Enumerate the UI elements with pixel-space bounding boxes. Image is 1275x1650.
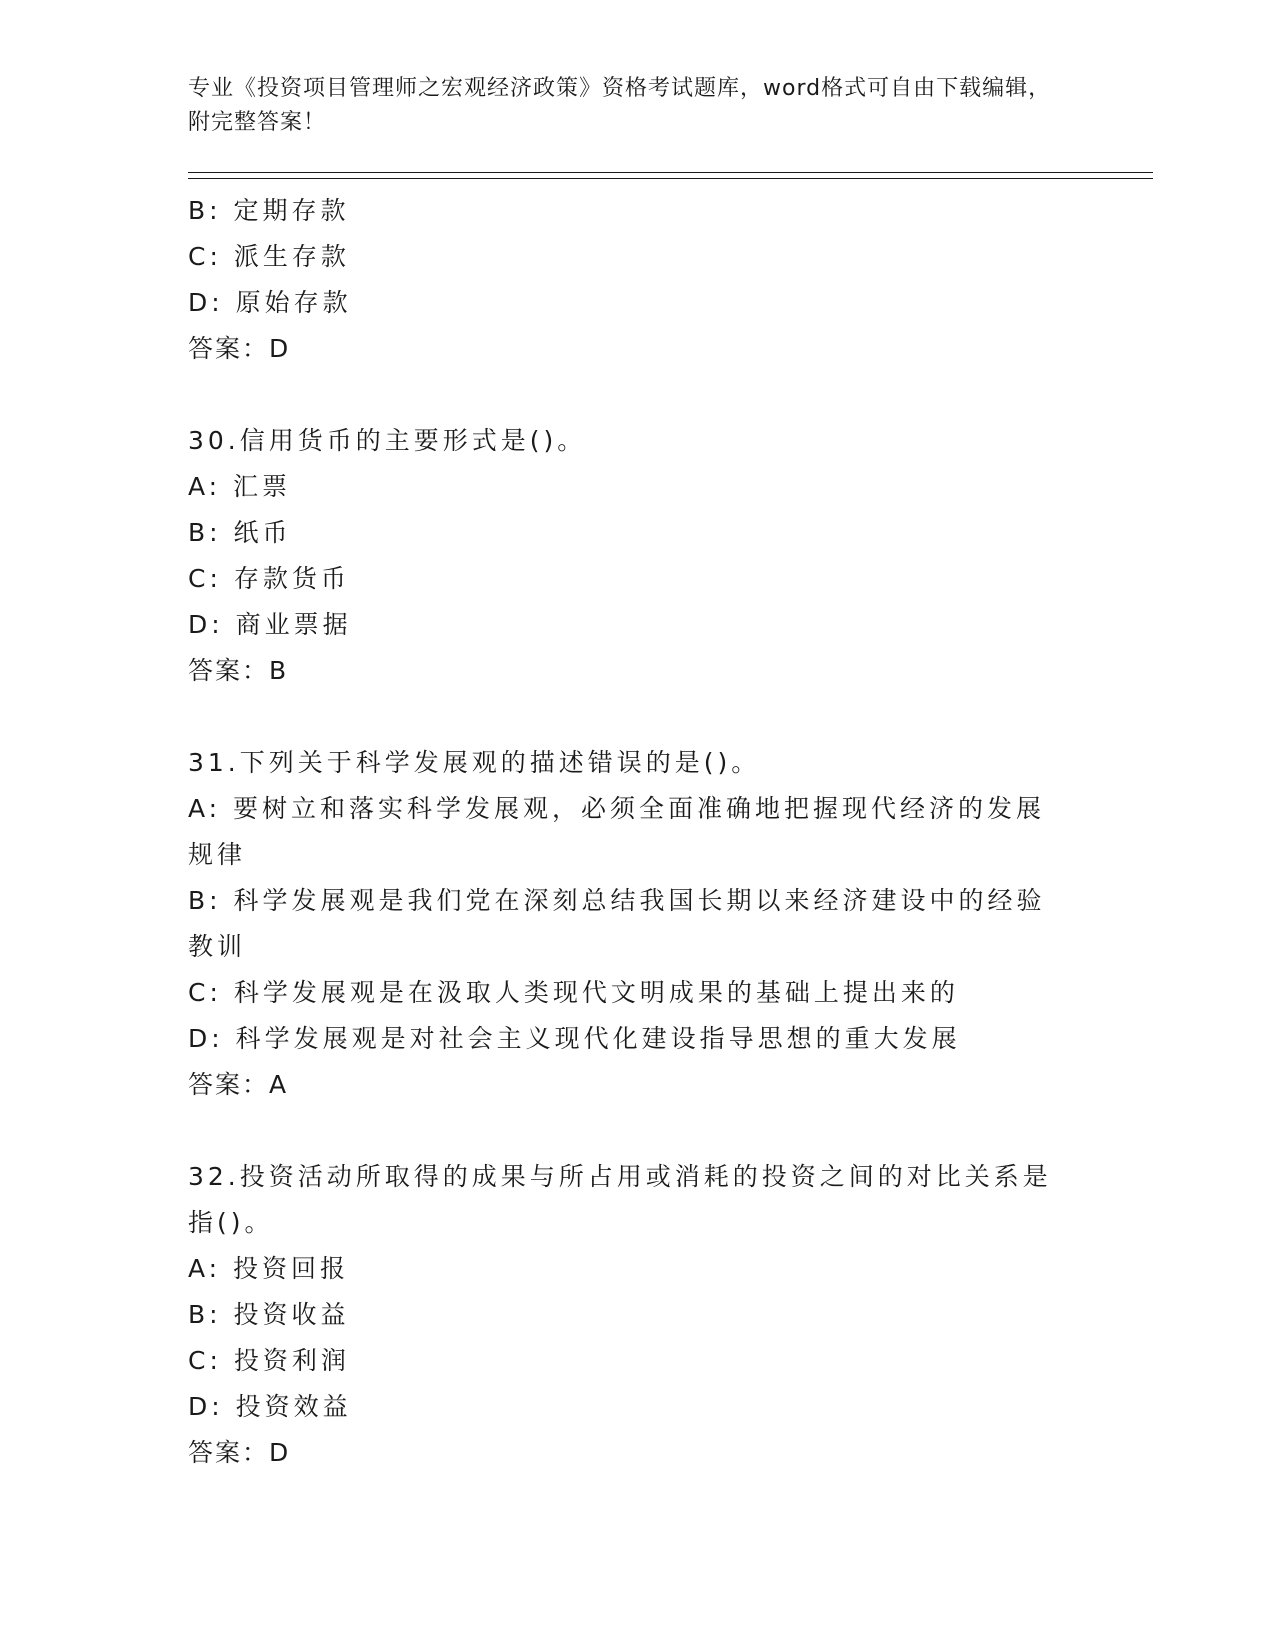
header-rule-bottom xyxy=(188,178,1153,179)
question-text: 32.投资活动所取得的成果与所占用或消耗的投资之间的对比关系是指()。 xyxy=(188,1162,1052,1237)
question-block-30 xyxy=(188,418,1068,694)
option-a: A: 投资回报 xyxy=(188,1254,350,1283)
option-b: B: 科学发展观是我们党在深刻总结我国长期以来经济建设中的经验教训 xyxy=(188,886,1046,961)
option-d: D: 商业票据 xyxy=(188,610,352,639)
header-rule-top xyxy=(188,172,1153,173)
option-c: C: 投资利润 xyxy=(188,1346,350,1375)
answer-line: 答案：A xyxy=(188,1070,289,1099)
option-d: D: 科学发展观是对社会主义现代化建设指导思想的重大发展 xyxy=(188,1024,961,1053)
option-b: B: 投资收益 xyxy=(188,1300,350,1329)
option-a: A: 要树立和落实科学发展观，必须全面准确地把握现代经济的发展规律 xyxy=(188,794,1046,869)
question-list xyxy=(188,188,1068,1522)
question-text: 30.信用货币的主要形式是()。 xyxy=(188,426,587,455)
option-c: C: 存款货币 xyxy=(188,564,350,593)
document-header xyxy=(188,72,1068,140)
option-b: B: 纸币 xyxy=(188,518,292,547)
option-d: D: 投资效益 xyxy=(188,1392,352,1421)
question-block-29 xyxy=(188,188,1068,372)
header-title: 专业《投资项目管理师之宏观经济政策》资格考试题库，word格式可自由下载编辑，附完整答案！ xyxy=(188,76,1052,135)
question-block-31 xyxy=(188,740,1068,1108)
answer-line: 答案：B xyxy=(188,656,289,685)
question-text: 31.下列关于科学发展观的描述错误的是()。 xyxy=(188,748,761,777)
option-a: A: 汇票 xyxy=(188,472,292,501)
option-d: D: 原始存款 xyxy=(188,288,352,317)
option-b: B: 定期存款 xyxy=(188,196,350,225)
answer-line: 答案：D xyxy=(188,334,291,363)
option-c: C: 派生存款 xyxy=(188,242,350,271)
option-c: C: 科学发展观是在汲取人类现代文明成果的基础上提出来的 xyxy=(188,978,959,1007)
answer-line: 答案：D xyxy=(188,1438,291,1467)
question-block-32 xyxy=(188,1154,1068,1476)
